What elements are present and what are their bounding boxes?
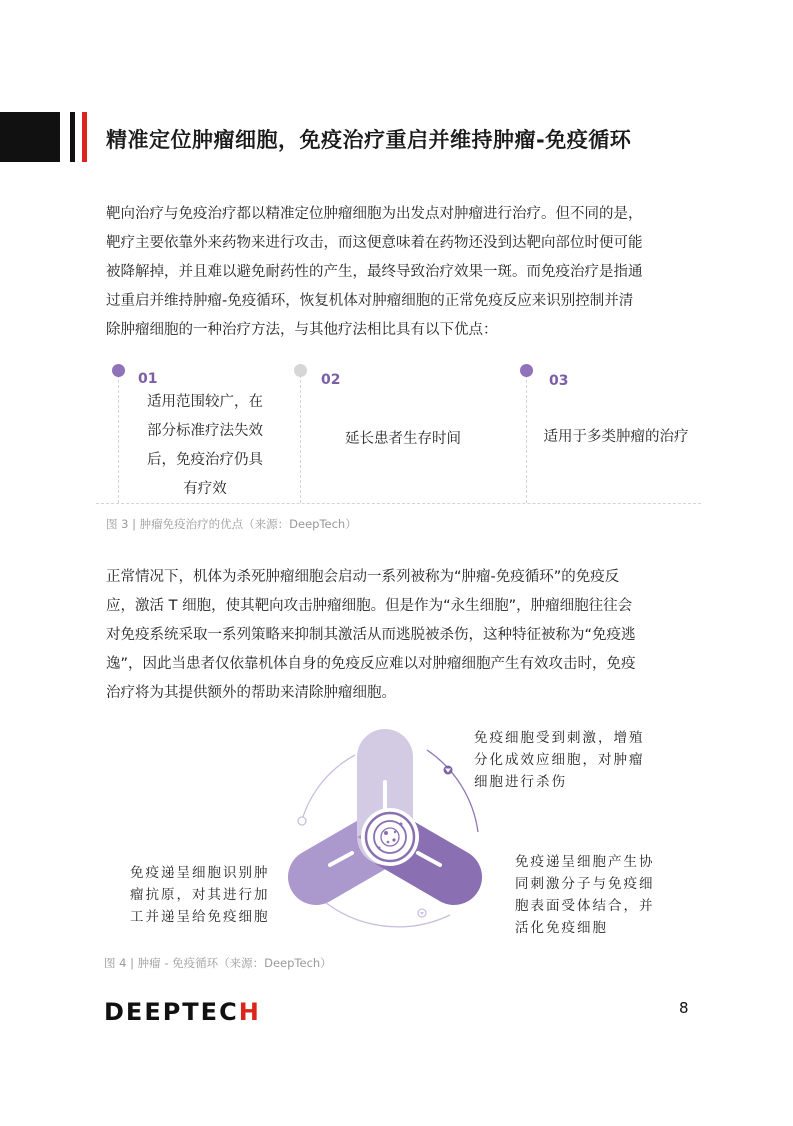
intro-line: 除肿瘤细胞的一种治疗方法，与其他疗法相比具有以下优点： (106, 322, 498, 338)
advantage-2-text (320, 425, 486, 454)
header-black-block (0, 112, 60, 162)
cycle-step-top-right (474, 727, 645, 793)
cycle-orbit-right (427, 750, 478, 832)
second-line: 逸”，因此当患者仅依靠机体自身的免疫反应难以对肿瘤细胞产生有效攻击时，免疫 (106, 656, 636, 672)
advantage-2-dot (294, 364, 307, 377)
cell-icon (361, 808, 419, 866)
advantage-3-dot (520, 364, 533, 377)
cycle-line: 免疫递呈细胞识别肿 (130, 865, 270, 881)
header-black-bar (70, 112, 75, 162)
cycle-line: 免疫递呈细胞产生协 (515, 854, 655, 870)
second-line: 治疗将为其提供额外的帮助来清除肿瘤细胞。 (106, 685, 396, 701)
advantage-1-dot (112, 364, 125, 377)
advantage-1-guide (118, 370, 119, 503)
advantage-1-line: 适用范围较广，在 (147, 394, 263, 410)
intro-line: 靶向治疗与免疫治疗都以精准定位肿瘤细胞为出发点对肿瘤进行治疗。但不同的是， (106, 206, 643, 222)
advantage-3-number: 03 (549, 373, 569, 389)
cycle-line: 免疫细胞受到刺激，增殖 (474, 730, 645, 746)
cycle-line: 活化免疫细胞 (515, 920, 608, 936)
intro-line: 过重启并维持肿瘤-免疫循环，恢复机体对肿瘤细胞的正常免疫反应来识别控制并清 (106, 293, 634, 309)
cycle-line: 细胞进行杀伤 (474, 774, 567, 790)
deeptech-logo (104, 998, 261, 1026)
advantage-3-line: 适用于多类肿瘤的治疗 (543, 429, 689, 445)
advantage-1-number: 01 (138, 371, 158, 387)
cycle-line: 分化成效应细胞，对肿瘤 (474, 752, 645, 768)
section-title: 精准定位肿瘤细胞，免疫治疗重启并维持肿瘤-免疫循环 (106, 128, 632, 152)
second-paragraph (106, 563, 696, 708)
intro-line: 靶疗主要依靠外来药物来进行攻击，而这便意味着在药物还没到达靶向部位时便可能 (106, 235, 643, 251)
advantage-1-text (130, 388, 280, 504)
figure-4-caption: 图 4 | 肿瘤 - 免疫循环（来源：DeepTech） (104, 956, 332, 970)
cycle-orbit-left (302, 755, 355, 820)
intro-paragraph (106, 200, 696, 345)
page-number: 8 (679, 999, 689, 1017)
orbit-node-left (298, 817, 306, 825)
figure-3-caption: 图 3 | 肿瘤免疫治疗的优点（来源：DeepTech） (106, 517, 357, 531)
advantage-2-number: 02 (321, 372, 341, 388)
advantage-3-guide (526, 370, 527, 503)
advantage-3-text (533, 423, 699, 452)
logo-accent-letter: H (238, 998, 261, 1026)
advantage-1-line: 后，免疫治疗仍具 (147, 452, 263, 468)
cycle-step-left (130, 862, 270, 928)
second-line: 应，激活 T 细胞，使其靶向攻击肿瘤细胞。但是作为“永生细胞”，肿瘤细胞往往会 (106, 598, 633, 614)
advantage-2-guide (300, 370, 301, 503)
cycle-line: 胞表面受体结合，并 (515, 898, 655, 914)
intro-line: 被降解掉，并且难以避免耐药性的产生，最终导致治疗效果一斑。而免疫治疗是指通 (106, 264, 643, 280)
cycle-line: 瘤抗原，对其进行加 (130, 887, 270, 903)
second-line: 对免疫系统采取一系列策略来抑制其激活从而逃脱被杀伤，这种特征被称为“免疫逃 (106, 627, 636, 643)
advantage-1-line: 有疗效 (183, 481, 227, 497)
advantage-1-line: 部分标准疗法失效 (147, 423, 263, 439)
header-red-bar (82, 112, 87, 162)
cycle-line: 工并递呈给免疫细胞 (130, 909, 270, 925)
cycle-orbit-bottom (320, 898, 450, 927)
logo-main-text: DEEPTEC (104, 998, 239, 1026)
advantage-2-line: 延长患者生存时间 (345, 431, 461, 447)
second-line: 正常情况下，机体为杀死肿瘤细胞会启动一系列被称为“肿瘤-免疫循环”的免疫反 (106, 569, 620, 585)
advantages-baseline (96, 503, 701, 504)
cycle-line: 同刺激分子与免疫细 (515, 876, 655, 892)
cycle-step-bottom-right (515, 851, 655, 939)
